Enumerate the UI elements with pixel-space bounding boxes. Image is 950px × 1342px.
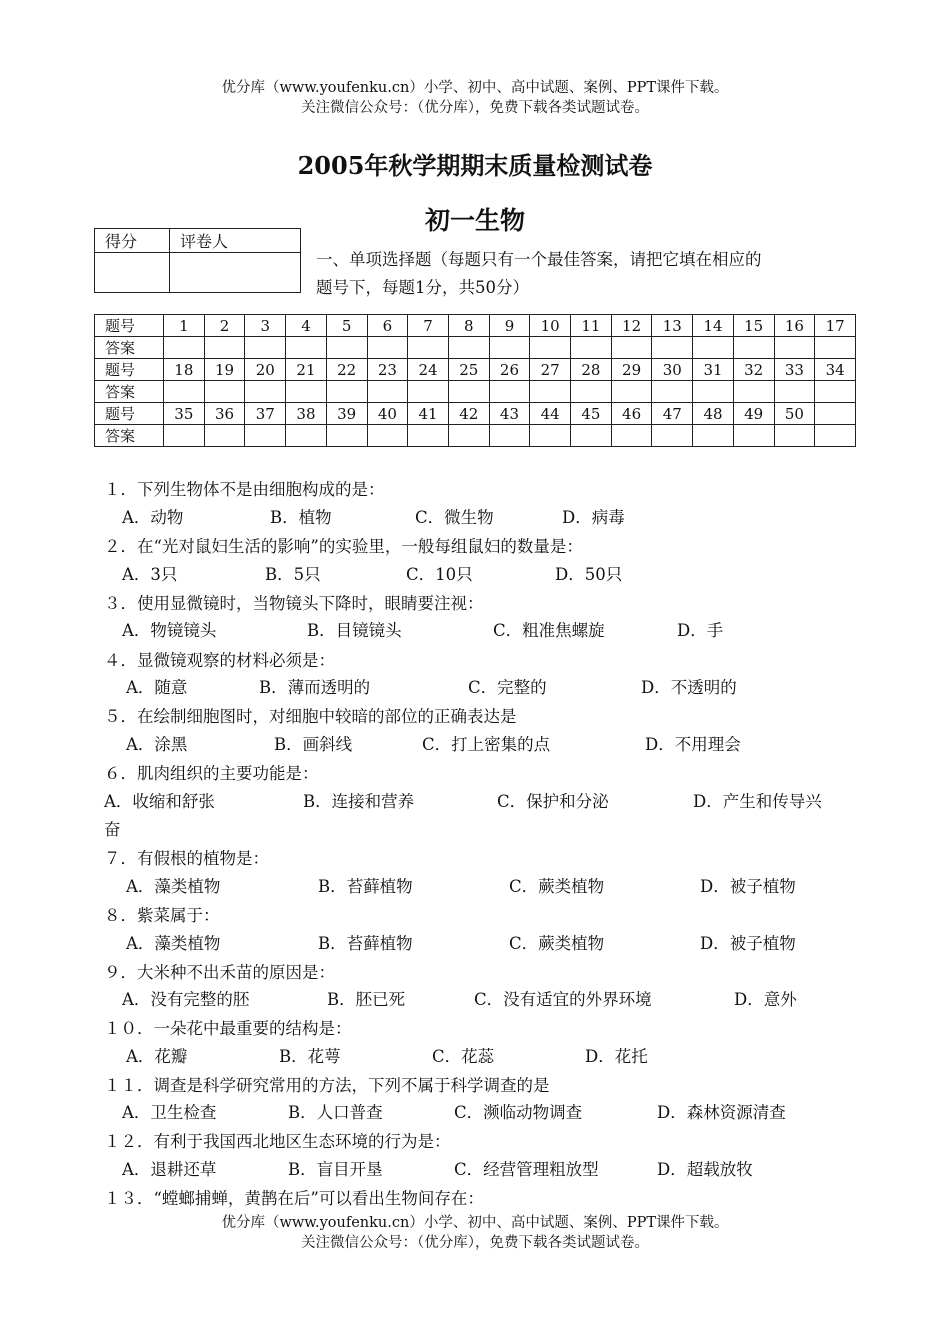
score-label: 得分 [95,229,170,253]
grid-number-cell: 32 [733,359,774,381]
grid-answer-cell[interactable] [326,337,367,359]
grid-number-cell: 42 [448,403,489,425]
question-8-option-b[interactable]: B．苔藓植物 [318,934,413,953]
question-11-option-c[interactable]: C．濒临动物调查 [454,1103,583,1122]
grid-number-cell: 23 [367,359,408,381]
grid-answer-cell[interactable] [408,425,449,447]
grid-number-cell: 37 [245,403,286,425]
grid-answer-cell[interactable] [530,337,571,359]
grid-number-cell: 44 [530,403,571,425]
grid-answer-cell[interactable] [204,337,245,359]
question-3-option-b[interactable]: B．目镜镜头 [307,621,402,640]
grid-answer-cell[interactable] [489,337,530,359]
grid-number-cell: 38 [286,403,327,425]
page-title: 2005年秋学期期末质量检测试卷 [297,151,653,180]
grid-number-cell: 13 [652,315,693,337]
question-12-stem: １２．有利于我国西北地区生态环境的行为是： [104,1132,451,1151]
grid-answer-cell[interactable] [530,381,571,403]
grid-number-cell: 47 [652,403,693,425]
grid-number-cell: 45 [571,403,612,425]
grid-number-label: 题号 [95,315,164,337]
score-cell[interactable] [95,253,170,293]
question-11-option-a[interactable]: A．卫生检查 [122,1103,217,1122]
question-12-option-d[interactable]: D．超载放牧 [657,1160,753,1179]
question-10-option-d[interactable]: D．花托 [585,1047,648,1066]
grid-number-cell: 30 [652,359,693,381]
grid-number-cell: 3 [245,315,286,337]
grid-number-cell: 18 [164,359,205,381]
grid-number-cell: 25 [448,359,489,381]
question-3-option-c[interactable]: C．粗准焦螺旋 [493,621,605,640]
grid-number-cell: 1 [164,315,205,337]
grid-answer-cell[interactable] [367,381,408,403]
question-10-option-a[interactable]: A．花瓣 [126,1047,188,1066]
question-7-option-b[interactable]: B．苔藓植物 [318,877,413,896]
grid-number-cell: 20 [245,359,286,381]
grid-answer-cell[interactable] [448,381,489,403]
question-2-option-d[interactable]: D．50只 [555,565,623,584]
question-5-option-c[interactable]: C．打上密集的点 [422,735,551,754]
question-3-option-d[interactable]: D．手 [677,621,724,640]
grid-answer-cell[interactable] [448,425,489,447]
question-9-stem: ９．大米种不出禾苗的原因是： [104,963,335,982]
question-11-option-b[interactable]: B．人口普查 [288,1103,383,1122]
question-4-option-c[interactable]: C．完整的 [468,678,547,697]
grid-answer-cell[interactable] [611,425,652,447]
grid-answer-label: 答案 [95,381,164,403]
question-9-option-d[interactable]: D．意外 [734,990,797,1009]
question-12-option-b[interactable]: B．盲目开垦 [288,1160,383,1179]
question-8-option-c[interactable]: C．蕨类植物 [509,934,605,953]
grid-answer-cell[interactable] [164,381,205,403]
grid-number-cell: 50 [774,403,815,425]
question-5-option-d[interactable]: D．不用理会 [645,735,741,754]
grid-answer-cell[interactable] [611,381,652,403]
grid-answer-cell[interactable] [245,381,286,403]
question-11-option-d[interactable]: D．森林资源清查 [657,1103,786,1122]
grid-number-cell: 43 [489,403,530,425]
question-8-option-a[interactable]: A．藻类植物 [126,934,221,953]
question-6-option-wrap: 奋 [104,820,121,839]
grid-answer-cell[interactable] [815,425,856,447]
score-box [94,228,301,293]
grid-answer-cell[interactable] [408,337,449,359]
grid-number-cell: 48 [693,403,734,425]
question-4-stem: ４．显微镜观察的材料必须是： [104,651,335,670]
grid-number-cell: 19 [204,359,245,381]
question-6-option-d[interactable]: D．产生和传导兴 [693,792,822,811]
grid-number-cell: 40 [367,403,408,425]
question-6-option-b[interactable]: B．连接和营养 [303,792,415,811]
question-1-option-c[interactable]: C．微生物 [415,508,494,527]
grid-answer-cell[interactable] [286,425,327,447]
grid-number-cell: 10 [530,315,571,337]
grid-number-label: 题号 [95,359,164,381]
header-line-1: 优分库（www.youfenku.cn）小学、初中、高中试题、案例、PPT课件下载。 [221,80,729,96]
grid-answer-cell[interactable] [733,425,774,447]
question-9-option-b[interactable]: B．胚已死 [327,990,406,1009]
answer-grid [94,314,856,447]
question-5-stem: ５．在绘制细胞图时，对细胞中较暗的部位的正确表达是 [104,707,517,726]
grid-number-cell: 46 [611,403,652,425]
grid-answer-cell[interactable] [774,381,815,403]
grid-number-cell: 33 [774,359,815,381]
grid-answer-cell[interactable] [164,337,205,359]
grid-answer-cell[interactable] [571,337,612,359]
grid-answer-cell[interactable] [693,337,734,359]
question-3-stem: ３．使用显微镜时，当物镜头下降时，眼睛要注视： [104,594,484,613]
grid-answer-cell[interactable] [204,425,245,447]
grid-answer-cell[interactable] [367,337,408,359]
section-line-1: 一、单项选择题（每题只有一个最佳答案，请把它填在相应的 [316,250,762,269]
question-2-option-c[interactable]: C．10只 [406,565,473,584]
question-5-option-b[interactable]: B．画斜线 [274,735,353,754]
question-8-option-d[interactable]: D．被子植物 [700,934,796,953]
grid-number-cell: 8 [448,315,489,337]
grid-number-cell: 29 [611,359,652,381]
section-instructions [316,246,861,302]
question-6-option-c[interactable]: C．保护和分泌 [497,792,609,811]
grid-number-cell: 21 [286,359,327,381]
grid-number-cell: 7 [408,315,449,337]
footer-line-2: 关注微信公众号：（优分库），免费下载各类试题试卷。 [301,1235,649,1251]
section-line-2: 题号下，每题1分，共50分） [316,278,529,297]
grid-number-cell: 17 [815,315,856,337]
question-9-option-c[interactable]: C．没有适宜的外界环境 [474,990,652,1009]
question-13-stem: １３．“螳螂捕蝉，黄鹊在后”可以看出生物间存在： [104,1189,484,1208]
grid-number-cell: 26 [489,359,530,381]
grid-answer-cell[interactable] [164,425,205,447]
question-7-stem: ７．有假根的植物是： [104,849,269,868]
grid-answer-cell[interactable] [489,425,530,447]
grid-answer-cell[interactable] [489,381,530,403]
grid-answer-cell[interactable] [326,381,367,403]
question-4-option-a[interactable]: A．随意 [126,678,188,697]
grid-answer-cell[interactable] [286,381,327,403]
question-10-stem: １０．一朵花中最重要的结构是： [104,1019,352,1038]
question-5-option-a[interactable]: A．涂黑 [126,735,188,754]
grid-answer-cell[interactable] [245,337,286,359]
grid-number-cell: 15 [733,315,774,337]
grid-number-cell: 5 [326,315,367,337]
grid-answer-cell[interactable] [571,381,612,403]
grid-number-cell [815,403,856,425]
grader-label: 评卷人 [170,229,301,253]
grid-answer-cell[interactable] [693,425,734,447]
grid-answer-cell[interactable] [815,381,856,403]
question-7-option-c[interactable]: C．蕨类植物 [509,877,605,896]
question-12-option-c[interactable]: C．经营管理粗放型 [454,1160,599,1179]
question-10-option-b[interactable]: B．花萼 [279,1047,341,1066]
grid-number-cell: 36 [204,403,245,425]
grid-answer-cell[interactable] [530,425,571,447]
question-6-stem: ６．肌肉组织的主要功能是： [104,764,319,783]
grid-number-cell: 11 [571,315,612,337]
grid-answer-cell[interactable] [204,381,245,403]
grid-answer-cell[interactable] [326,425,367,447]
footer-line-1: 优分库（www.youfenku.cn）小学、初中、高中试题、案例、PPT课件下载。 [221,1215,729,1231]
question-1-option-a[interactable]: A．动物 [122,508,184,527]
grid-answer-cell[interactable] [815,337,856,359]
grid-number-cell: 31 [693,359,734,381]
grid-number-cell: 39 [326,403,367,425]
grid-answer-cell[interactable] [652,425,693,447]
grid-answer-cell[interactable] [286,337,327,359]
question-9-option-a[interactable]: A．没有完整的胚 [122,990,250,1009]
grid-number-cell: 35 [164,403,205,425]
grid-number-cell: 2 [204,315,245,337]
grid-answer-cell[interactable] [693,381,734,403]
grid-answer-cell[interactable] [733,337,774,359]
grid-answer-cell[interactable] [448,337,489,359]
grid-number-cell: 9 [489,315,530,337]
grid-number-cell: 14 [693,315,734,337]
grid-answer-cell[interactable] [652,337,693,359]
question-12-option-a[interactable]: A．退耕还草 [122,1160,217,1179]
grid-answer-cell[interactable] [611,337,652,359]
grid-answer-label: 答案 [95,425,164,447]
question-6-option-a[interactable]: A．收缩和舒张 [104,792,215,811]
question-8-stem: ８．紫菜属于： [104,906,220,925]
question-1-option-b[interactable]: B．植物 [270,508,332,527]
header-line-2: 关注微信公众号：（优分库），免费下载各类试题试卷。 [301,100,649,116]
grid-number-cell: 41 [408,403,449,425]
grid-number-cell: 4 [286,315,327,337]
grid-number-cell: 12 [611,315,652,337]
grid-number-cell: 49 [733,403,774,425]
question-1-option-d[interactable]: D．病毒 [562,508,625,527]
question-11-stem: １１．调查是科学研究常用的方法，下列不属于科学调查的是 [104,1076,550,1095]
grid-number-label: 题号 [95,403,164,425]
page-subtitle: 初一生物 [424,206,525,235]
grid-answer-cell[interactable] [245,425,286,447]
grid-number-cell: 24 [408,359,449,381]
question-2-stem: ２．在“光对鼠妇生活的影响”的实验里，一般每组鼠妇的数量是： [104,537,583,556]
question-2-option-b[interactable]: B．5只 [265,565,321,584]
grid-answer-cell[interactable] [774,337,815,359]
grader-cell[interactable] [170,253,301,293]
grid-answer-cell[interactable] [733,381,774,403]
question-1-stem: １．下列生物体不是由细胞构成的是： [104,480,385,499]
grid-number-cell: 27 [530,359,571,381]
question-3-option-a[interactable]: A．物镜镜头 [122,621,217,640]
grid-number-cell: 28 [571,359,612,381]
grid-number-cell: 22 [326,359,367,381]
grid-answer-label: 答案 [95,337,164,359]
grid-answer-cell[interactable] [571,425,612,447]
question-10-option-c[interactable]: C．花蕊 [432,1047,495,1066]
question-2-option-a[interactable]: A．3只 [122,565,178,584]
grid-number-cell: 6 [367,315,408,337]
grid-number-cell: 16 [774,315,815,337]
grid-answer-cell[interactable] [774,425,815,447]
question-7-option-d[interactable]: D．被子植物 [700,877,796,896]
question-4-option-d[interactable]: D．不透明的 [641,678,737,697]
question-4-option-b[interactable]: B．薄而透明的 [259,678,371,697]
grid-answer-cell[interactable] [408,381,449,403]
grid-answer-cell[interactable] [652,381,693,403]
question-7-option-a[interactable]: A．藻类植物 [126,877,221,896]
grid-number-cell: 34 [815,359,856,381]
grid-answer-cell[interactable] [367,425,408,447]
